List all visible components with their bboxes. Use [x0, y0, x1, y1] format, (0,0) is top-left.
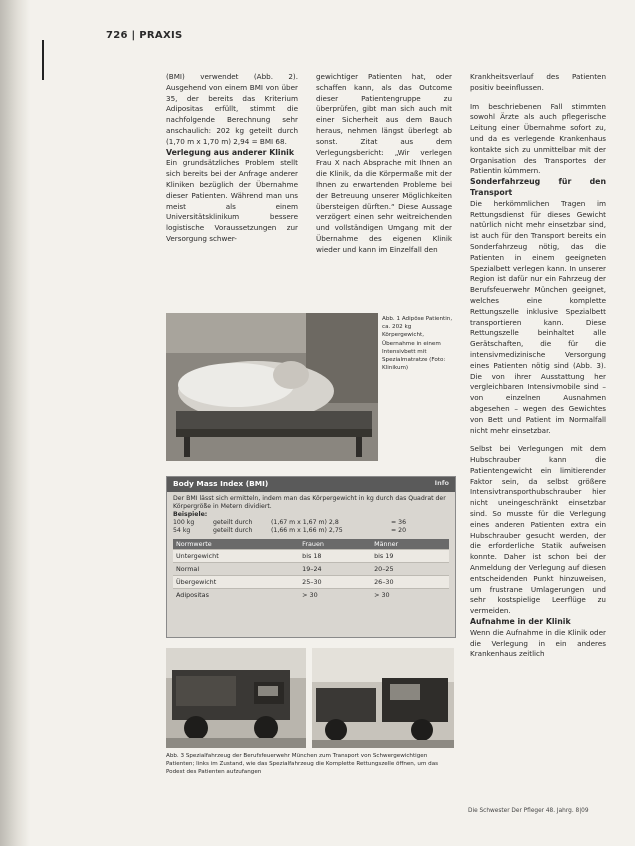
page-spine-shadow: [0, 0, 30, 846]
bmi-box-title: Body Mass Index (BMI): [173, 479, 269, 488]
col3-heading-admission: Aufnahme in der Klinik: [470, 617, 571, 627]
table-row: [173, 589, 449, 602]
example-operator: geteilt durch: [213, 519, 253, 527]
column-3: [470, 72, 606, 660]
bmi-norm-table: [173, 539, 449, 601]
figure-3-caption: Abb. 3 Spezialfahrzeug der Berufsfeuerwehr München zum Transport von Schwergewichtigen Patienten; links im Zustand, wie das Spezialfahrzeug die Komplette Rettungszelle öffnen, um das Podest des Patienten aufzufangen: [166, 753, 439, 776]
page-header: 726 | PRAXIS: [106, 30, 183, 41]
table-cell: Übergewicht: [173, 576, 299, 589]
bmi-box-tag: Info: [434, 479, 449, 487]
bmi-examples: [167, 511, 455, 535]
col3-paragraph: Krankheitsverlauf des Patienten positiv beeinflussen.: [470, 72, 606, 92]
col3-paragraph: Im beschriebenen Fall stimmten sowohl Ärzte als auch pflegerische Leitung einer Übernahme sofort zu, und da es verlegende Krankenhaus kontakte sich zu unmittelbar mit der Organisation des Transportes der Patientin kümmern.: [470, 101, 606, 176]
truck-photo-right: [312, 648, 454, 748]
table-cell: > 30: [299, 589, 371, 602]
bmi-examples-label: Beispiele:: [173, 511, 208, 519]
truck-photo-left: [166, 648, 306, 748]
table-row: [173, 563, 449, 576]
bmi-intro-text: Der BMI lässt sich ermitteln, indem man das Körpergewicht in kg durch das Quadrat der Körpergröße in Metern dividiert.: [173, 495, 446, 511]
example-weight: 100 kg: [173, 519, 195, 527]
example-weight: 54 kg: [173, 527, 191, 535]
table-cell: 19–24: [299, 563, 371, 576]
col1-paragraph: Ein grundsätzliches Problem stellt sich bereits bei der Anfrage anderer Kliniken bezüglich der Übernahme dieser Patienten. Während man uns meist als einem Universitätsklinikum bessere logistische Voraussetzungen zur Versorgung schwer-: [166, 158, 298, 243]
example-result: = 36: [391, 519, 407, 527]
truck-illustration-left: [166, 648, 306, 748]
figure-1-caption: Abb. 1 Adipöse Patientin, ca. 202 kg Körpergewicht, Übernahme in einem Intensivbett mit Spezialmatratze (Foto: Klinikum): [382, 316, 453, 372]
table-cell: Untergewicht: [173, 550, 299, 563]
bmi-info-box: [166, 476, 456, 638]
table-cell: Normal: [173, 563, 299, 576]
example-height: (1,66 m x 1,66 m) 2,75: [271, 527, 343, 535]
table-row: [173, 550, 449, 563]
table-cell: bis 18: [299, 550, 371, 563]
table-header-cell: Frauen: [299, 539, 371, 550]
bmi-example-row: [173, 527, 449, 535]
table-header-cell: Normwerte: [173, 539, 299, 550]
header-marker-bar: [42, 40, 44, 80]
col2-paragraph: gewichtiger Patienten hat, oder schaffen kann, als das Outcome dieser Patientengruppe zu überprüfen, gibt man sich auch mit einer Sicherheit aus dem Bauch heraus, nehmen längst überlegt ab sonst. Zitat aus dem Verlegungsbericht: „Wir verlegen Frau X nach Absprache mit Ihnen an die Klinik, da die Körpermaße mit der Ihnen zu erwartenden Probleme bei der Betreuung unserer Möglichkeiten übersteigen dürften.“ Diese Aussage verzögert einen sehr weitreichenden und vollständigen Umgang mit der Übernahme des eigenen Klinik wieder und kann im Einzelfall den: [316, 72, 452, 254]
col3-paragraph: Wenn die Aufnahme in die Klinik oder die Verlegung in ein anderes Krankenhaus zeitlich: [470, 627, 606, 659]
column-1: [166, 72, 298, 245]
table-cell: > 30: [371, 589, 449, 602]
col3-heading-transport: Sonderfahrzeug für den Transport: [470, 177, 606, 197]
table-row: [173, 576, 449, 589]
table-header-cell: Männer: [371, 539, 449, 550]
patient-bed-illustration: [166, 313, 378, 461]
truck-illustration-right: [312, 648, 454, 748]
col1-paragraph: (BMI) verwendet (Abb. 2). Ausgehend von einem BMI von über 35, der bereits das Kriterium Adipositas erfüllt, stimmt die nachfolgende Berechnung sehr anschaulich: 202 kg geteilt durch (1,70 m x 1,70 m) 2,94 = BMI 68.: [166, 72, 298, 146]
col1-heading: Verlegung aus anderer Klinik: [166, 147, 295, 157]
table-cell: 26–30: [371, 576, 449, 589]
patient-bed-photo: [166, 313, 378, 461]
table-header-row: [173, 539, 449, 550]
table-cell: Adipositas: [173, 589, 299, 602]
column-2: [316, 72, 452, 256]
example-result: = 20: [391, 527, 407, 535]
bmi-box-header: [167, 477, 455, 492]
page-footer: Die Schwester Der Pfleger 48. Jahrg. 8|09: [468, 808, 589, 814]
example-operator: geteilt durch: [213, 527, 253, 535]
table-cell: 20–25: [371, 563, 449, 576]
table-cell: bis 19: [371, 550, 449, 563]
col3-paragraph: Selbst bei Verlegungen mit dem Hubschrauber kann die Patientengewicht ein limitierender Faktor sein, da selbst größere Intensivtransporthubschrauber hier nicht uneingeschränkt einsetzbar sind. So musste für die Verlegung eines anderen Patienten extra ein Hubschrauber gesucht werden, der die erforderliche Statik aufweisen konnte. Daher ist schon bei der Anmeldung der Verlegung auf diesen entscheidenden Punkt hinzuweisen, um frustrane Umlagerungen und sehr kostspielige Leerflüge zu vermeiden.: [470, 444, 606, 616]
table-cell: 25–30: [299, 576, 371, 589]
bmi-example-row: [173, 519, 449, 527]
col3-paragraph: Die herkömmlichen Tragen im Rettungsdienst für dieses Gewicht natürlich nicht mehr einsetzbar sind, ist auch für den Transport bereits ein Sonderfahrzeug nötig, das die Patienten in einem geeigneten Spezialbett verlegen kann. In unserer Region ist dafür nur ein Fahrzeug der Berufsfeuerwehr München geeignet, welches eine komplette Rettungszelle inklusive Spezialbett transportieren kann. Diese Rettungszelle beinhaltet alle Gerätschaften, die für die intensivmedizinische Versorgung eines Patienten nötig sind (Abb. 3). Die von ihrer Ausstattung her vergleichbaren Intensivmobile sind – von einzelnen Ausnahmen abgesehen – wegen des Gewichtes von Bett und Patient im Normalfall nicht mehr einsetzbar.: [470, 198, 606, 435]
example-height: (1,67 m x 1,67 m) 2,8: [271, 519, 339, 527]
